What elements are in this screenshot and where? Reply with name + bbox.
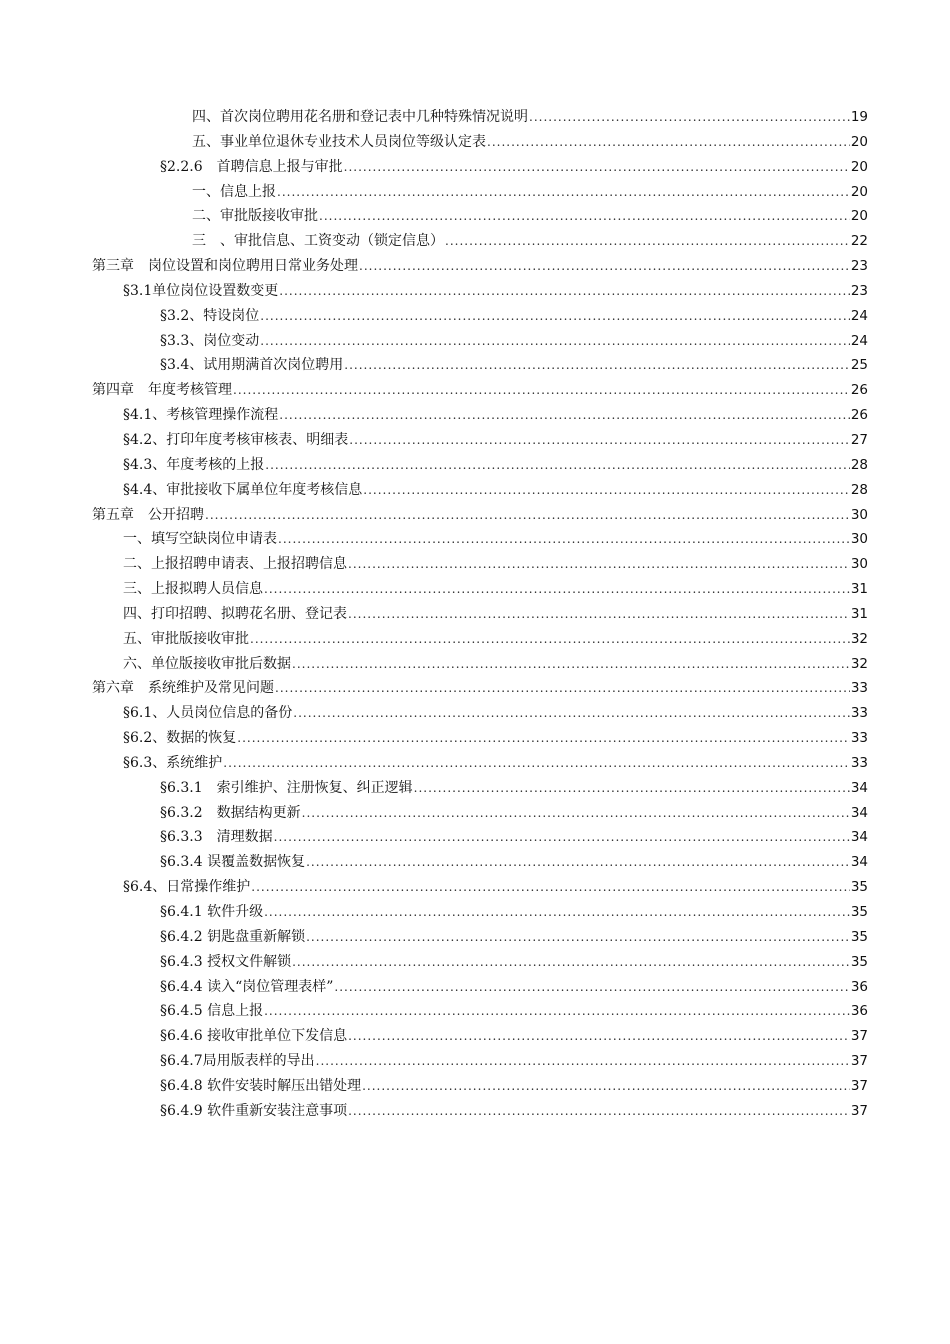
toc-entry-title: §6.4.6 接收审批单位下发信息 <box>160 1028 348 1045</box>
toc-leader-dots <box>292 950 850 975</box>
toc-entry-title: 第六章 系统维护及常见问题 <box>92 680 274 697</box>
toc-leader-dots <box>279 403 850 428</box>
toc-entry-page: 31 <box>850 605 868 622</box>
toc-leader-dots <box>348 552 850 577</box>
toc-entry-page: 31 <box>850 581 868 598</box>
toc-entry-title: 五、审批版接收审批 <box>123 630 249 647</box>
toc-entry-page: 34 <box>850 804 868 821</box>
toc-leader-dots <box>275 676 850 701</box>
toc-leader-dots <box>445 229 850 254</box>
toc-entry-title: 六、单位版接收审批后数据 <box>123 655 291 672</box>
toc-entry-title: 二、审批版接收审批 <box>192 208 318 225</box>
toc-entry-page: 23 <box>850 282 868 299</box>
toc-entry-title: 第四章 年度考核管理 <box>92 382 232 399</box>
toc-entry[interactable] <box>0 652 950 677</box>
toc-entry-page: 34 <box>850 854 868 871</box>
toc-entry-title: §3.2、特设岗位 <box>160 307 260 324</box>
toc-entry-title: 四、首次岗位聘用花名册和登记表中几种特殊情况说明 <box>192 109 528 125</box>
toc-entry-page: 37 <box>850 1053 868 1070</box>
toc-entry[interactable] <box>0 825 950 850</box>
toc-entry-page: 28 <box>850 481 868 498</box>
toc-entry[interactable] <box>0 229 950 254</box>
toc-entry[interactable] <box>0 875 950 900</box>
toc-entry-title: §6.3.4 误覆盖数据恢复 <box>160 854 306 871</box>
toc-entry[interactable] <box>0 776 950 801</box>
toc-leader-dots <box>487 130 850 155</box>
toc-entry-title: §6.2、数据的恢复 <box>123 730 237 747</box>
toc-entry-title: §6.4.7局用版表样的导出 <box>160 1053 315 1070</box>
toc-entry[interactable] <box>0 627 950 652</box>
toc-entry[interactable] <box>0 1049 950 1074</box>
toc-leader-dots <box>316 1049 850 1074</box>
toc-entry[interactable] <box>0 950 950 975</box>
toc-entry-page: 33 <box>850 754 868 771</box>
toc-leader-dots <box>344 353 850 378</box>
toc-entry[interactable] <box>0 850 950 875</box>
toc-entry-page: 35 <box>850 953 868 970</box>
toc-leader-dots <box>334 975 849 1000</box>
toc-entry-page: 32 <box>850 655 868 672</box>
toc-entry-title: §6.4.1 软件升级 <box>160 904 264 920</box>
toc-entry-page: 34 <box>850 829 868 846</box>
toc-entry-title: §2.2.6 首聘信息上报与审批 <box>160 158 343 175</box>
toc-leader-dots <box>293 701 850 726</box>
toc-entry-title: §4.3、年度考核的上报 <box>123 456 265 473</box>
toc-chapter-entry[interactable] <box>0 378 950 403</box>
toc-leader-dots <box>529 105 850 130</box>
toc-entry-page: 20 <box>850 133 868 150</box>
toc-entry[interactable] <box>0 279 950 304</box>
toc-leader-dots <box>264 999 850 1024</box>
toc-entry-title: §6.4、日常操作维护 <box>123 879 251 896</box>
toc-leader-dots <box>264 900 850 925</box>
toc-leader-dots <box>277 180 850 205</box>
toc-leader-dots <box>279 279 850 304</box>
toc-leader-dots <box>265 453 850 478</box>
toc-leader-dots <box>237 726 850 751</box>
toc-entry[interactable] <box>0 925 950 950</box>
toc-entry-page: 37 <box>850 1102 868 1119</box>
toc-leader-dots <box>306 925 850 950</box>
toc-entry[interactable] <box>0 552 950 577</box>
toc-entry-title: 第五章 公开招聘 <box>92 506 204 523</box>
toc-entry-page: 35 <box>850 879 868 896</box>
toc-leader-dots <box>260 304 850 329</box>
toc-chapter-entry[interactable] <box>0 676 950 701</box>
toc-entry-title: §6.4.3 授权文件解锁 <box>160 953 292 970</box>
toc-entry-page: 30 <box>850 531 868 548</box>
toc-leader-dots <box>223 751 850 776</box>
toc-entry-page: 37 <box>850 1028 868 1045</box>
toc-entry[interactable] <box>0 1099 950 1124</box>
toc-leader-dots <box>306 850 850 875</box>
toc-entry[interactable] <box>0 577 950 602</box>
toc-entry[interactable] <box>0 1024 950 1049</box>
toc-entry-page: 34 <box>850 779 868 796</box>
toc-entry-page: 20 <box>850 183 868 200</box>
toc-entry[interactable] <box>0 155 950 180</box>
toc-entry-page: 35 <box>850 904 868 920</box>
toc-entry[interactable] <box>0 304 950 329</box>
toc-entry[interactable] <box>0 428 950 453</box>
toc-entry-title: §6.4.5 信息上报 <box>160 1003 264 1020</box>
toc-entry[interactable] <box>0 527 950 552</box>
toc-entry-page: 22 <box>850 233 868 250</box>
toc-entry-title: §4.4、审批接收下属单位年度考核信息 <box>123 481 363 498</box>
toc-leader-dots <box>344 155 850 180</box>
toc-entry-page: 24 <box>850 307 868 324</box>
toc-entry[interactable] <box>0 130 950 155</box>
toc-entry-title: 一、信息上报 <box>192 183 276 200</box>
toc-entry-title: §6.3.3 清理数据 <box>160 829 273 846</box>
toc-entry-title: §6.4.2 钥匙盘重新解锁 <box>160 928 306 945</box>
toc-entry-page: 23 <box>850 258 868 275</box>
toc-chapter-entry[interactable] <box>0 503 950 528</box>
toc-entry-title: 一、填写空缺岗位申请表 <box>123 531 277 548</box>
toc-leader-dots <box>319 204 850 229</box>
toc-entry-page: 24 <box>850 332 868 349</box>
toc-leader-dots <box>302 801 850 826</box>
toc-entry-page: 25 <box>850 357 868 374</box>
toc-leader-dots <box>414 776 850 801</box>
toc-entry-title: §6.1、人员岗位信息的备份 <box>123 705 293 722</box>
toc-entry[interactable] <box>0 180 950 205</box>
toc-entry[interactable] <box>0 701 950 726</box>
toc-entry-page: 20 <box>850 208 868 225</box>
toc-leader-dots <box>260 329 850 354</box>
toc-entry-title: 四、打印招聘、拟聘花名册、登记表 <box>123 605 347 622</box>
toc-leader-dots <box>348 602 850 627</box>
toc-leader-dots <box>349 428 850 453</box>
toc-entry-title: 五、事业单位退休专业技术人员岗位等级认定表 <box>192 133 486 150</box>
toc-entry-title: §3.1单位岗位设置数变更 <box>123 282 279 299</box>
toc-entry-page: 30 <box>850 506 868 523</box>
toc-leader-dots <box>292 652 850 677</box>
toc-leader-dots <box>251 875 850 900</box>
toc-entry[interactable] <box>0 975 950 1000</box>
toc-entry-title: §3.4、试用期满首次岗位聘用 <box>160 357 344 374</box>
toc-entry-title: §4.2、打印年度考核审核表、明细表 <box>123 431 349 448</box>
toc-entry-title: §6.3、系统维护 <box>123 754 223 771</box>
toc-entry-title: 三 、审批信息、工资变动（锁定信息） <box>192 233 444 250</box>
toc-leader-dots <box>278 527 850 552</box>
toc-entry[interactable] <box>0 726 950 751</box>
toc-entry[interactable] <box>0 999 950 1024</box>
toc-entry-title: 第三章 岗位设置和岗位聘用日常业务处理 <box>92 258 358 275</box>
toc-leader-dots <box>205 503 850 528</box>
toc-entry[interactable] <box>0 900 950 925</box>
toc-entry[interactable] <box>0 453 950 478</box>
toc-leader-dots <box>348 1099 850 1124</box>
toc-entry-page: 20 <box>850 158 868 175</box>
toc-entry-page: 37 <box>850 1077 868 1094</box>
toc-leader-dots <box>359 254 850 279</box>
toc-entry-page: 33 <box>850 680 868 697</box>
toc-leader-dots <box>233 378 850 403</box>
toc-entry[interactable] <box>0 353 950 378</box>
toc-leader-dots <box>264 577 850 602</box>
toc-entry-title: §4.1、考核管理操作流程 <box>123 407 279 424</box>
toc-entry[interactable] <box>0 751 950 776</box>
toc-entry[interactable] <box>0 1074 950 1099</box>
toc-entry-title: 二、上报招聘申请表、上报招聘信息 <box>123 556 347 573</box>
toc-entry[interactable] <box>0 602 950 627</box>
toc-entry-page: 19 <box>850 109 868 125</box>
toc-entry-title: §6.4.4 读入“岗位管理表样” <box>160 978 334 995</box>
toc-entry-title: §3.3、岗位变动 <box>160 332 260 349</box>
toc-entry-title: §6.4.8 软件安装时解压出错处理 <box>160 1077 362 1094</box>
toc-chapter-entry[interactable] <box>0 254 950 279</box>
toc-entry-title: §6.3.1 索引维护、注册恢复、纠正逻辑 <box>160 779 413 796</box>
toc-entry-page: 33 <box>850 730 868 747</box>
toc-entry-page: 32 <box>850 630 868 647</box>
toc-entry[interactable] <box>0 403 950 428</box>
toc-entry-page: 30 <box>850 556 868 573</box>
toc-entry-page: 35 <box>850 928 868 945</box>
toc-leader-dots <box>274 825 850 850</box>
toc-entry-page: 28 <box>850 456 868 473</box>
toc-entry-page: 36 <box>850 1003 868 1020</box>
toc-entry-title: §6.3.2 数据结构更新 <box>160 804 301 821</box>
toc-entry[interactable] <box>0 329 950 354</box>
toc-leader-dots <box>363 478 850 503</box>
toc-leader-dots <box>250 627 850 652</box>
toc-entry-page: 27 <box>850 431 868 448</box>
toc-leader-dots <box>362 1074 850 1099</box>
toc-entry[interactable] <box>0 105 950 130</box>
toc-entry[interactable] <box>0 801 950 826</box>
toc-entry-title: 三、上报拟聘人员信息 <box>123 581 263 598</box>
toc-entry[interactable] <box>0 478 950 503</box>
toc-entry-page: 26 <box>850 382 868 399</box>
toc-entry-page: 36 <box>850 978 868 995</box>
toc-entry-page: 33 <box>850 705 868 722</box>
toc-entry-page: 26 <box>850 407 868 424</box>
toc-leader-dots <box>348 1024 850 1049</box>
toc-entry[interactable] <box>0 204 950 229</box>
toc-entry-title: §6.4.9 软件重新安装注意事项 <box>160 1102 348 1119</box>
table-of-contents <box>0 105 950 1124</box>
